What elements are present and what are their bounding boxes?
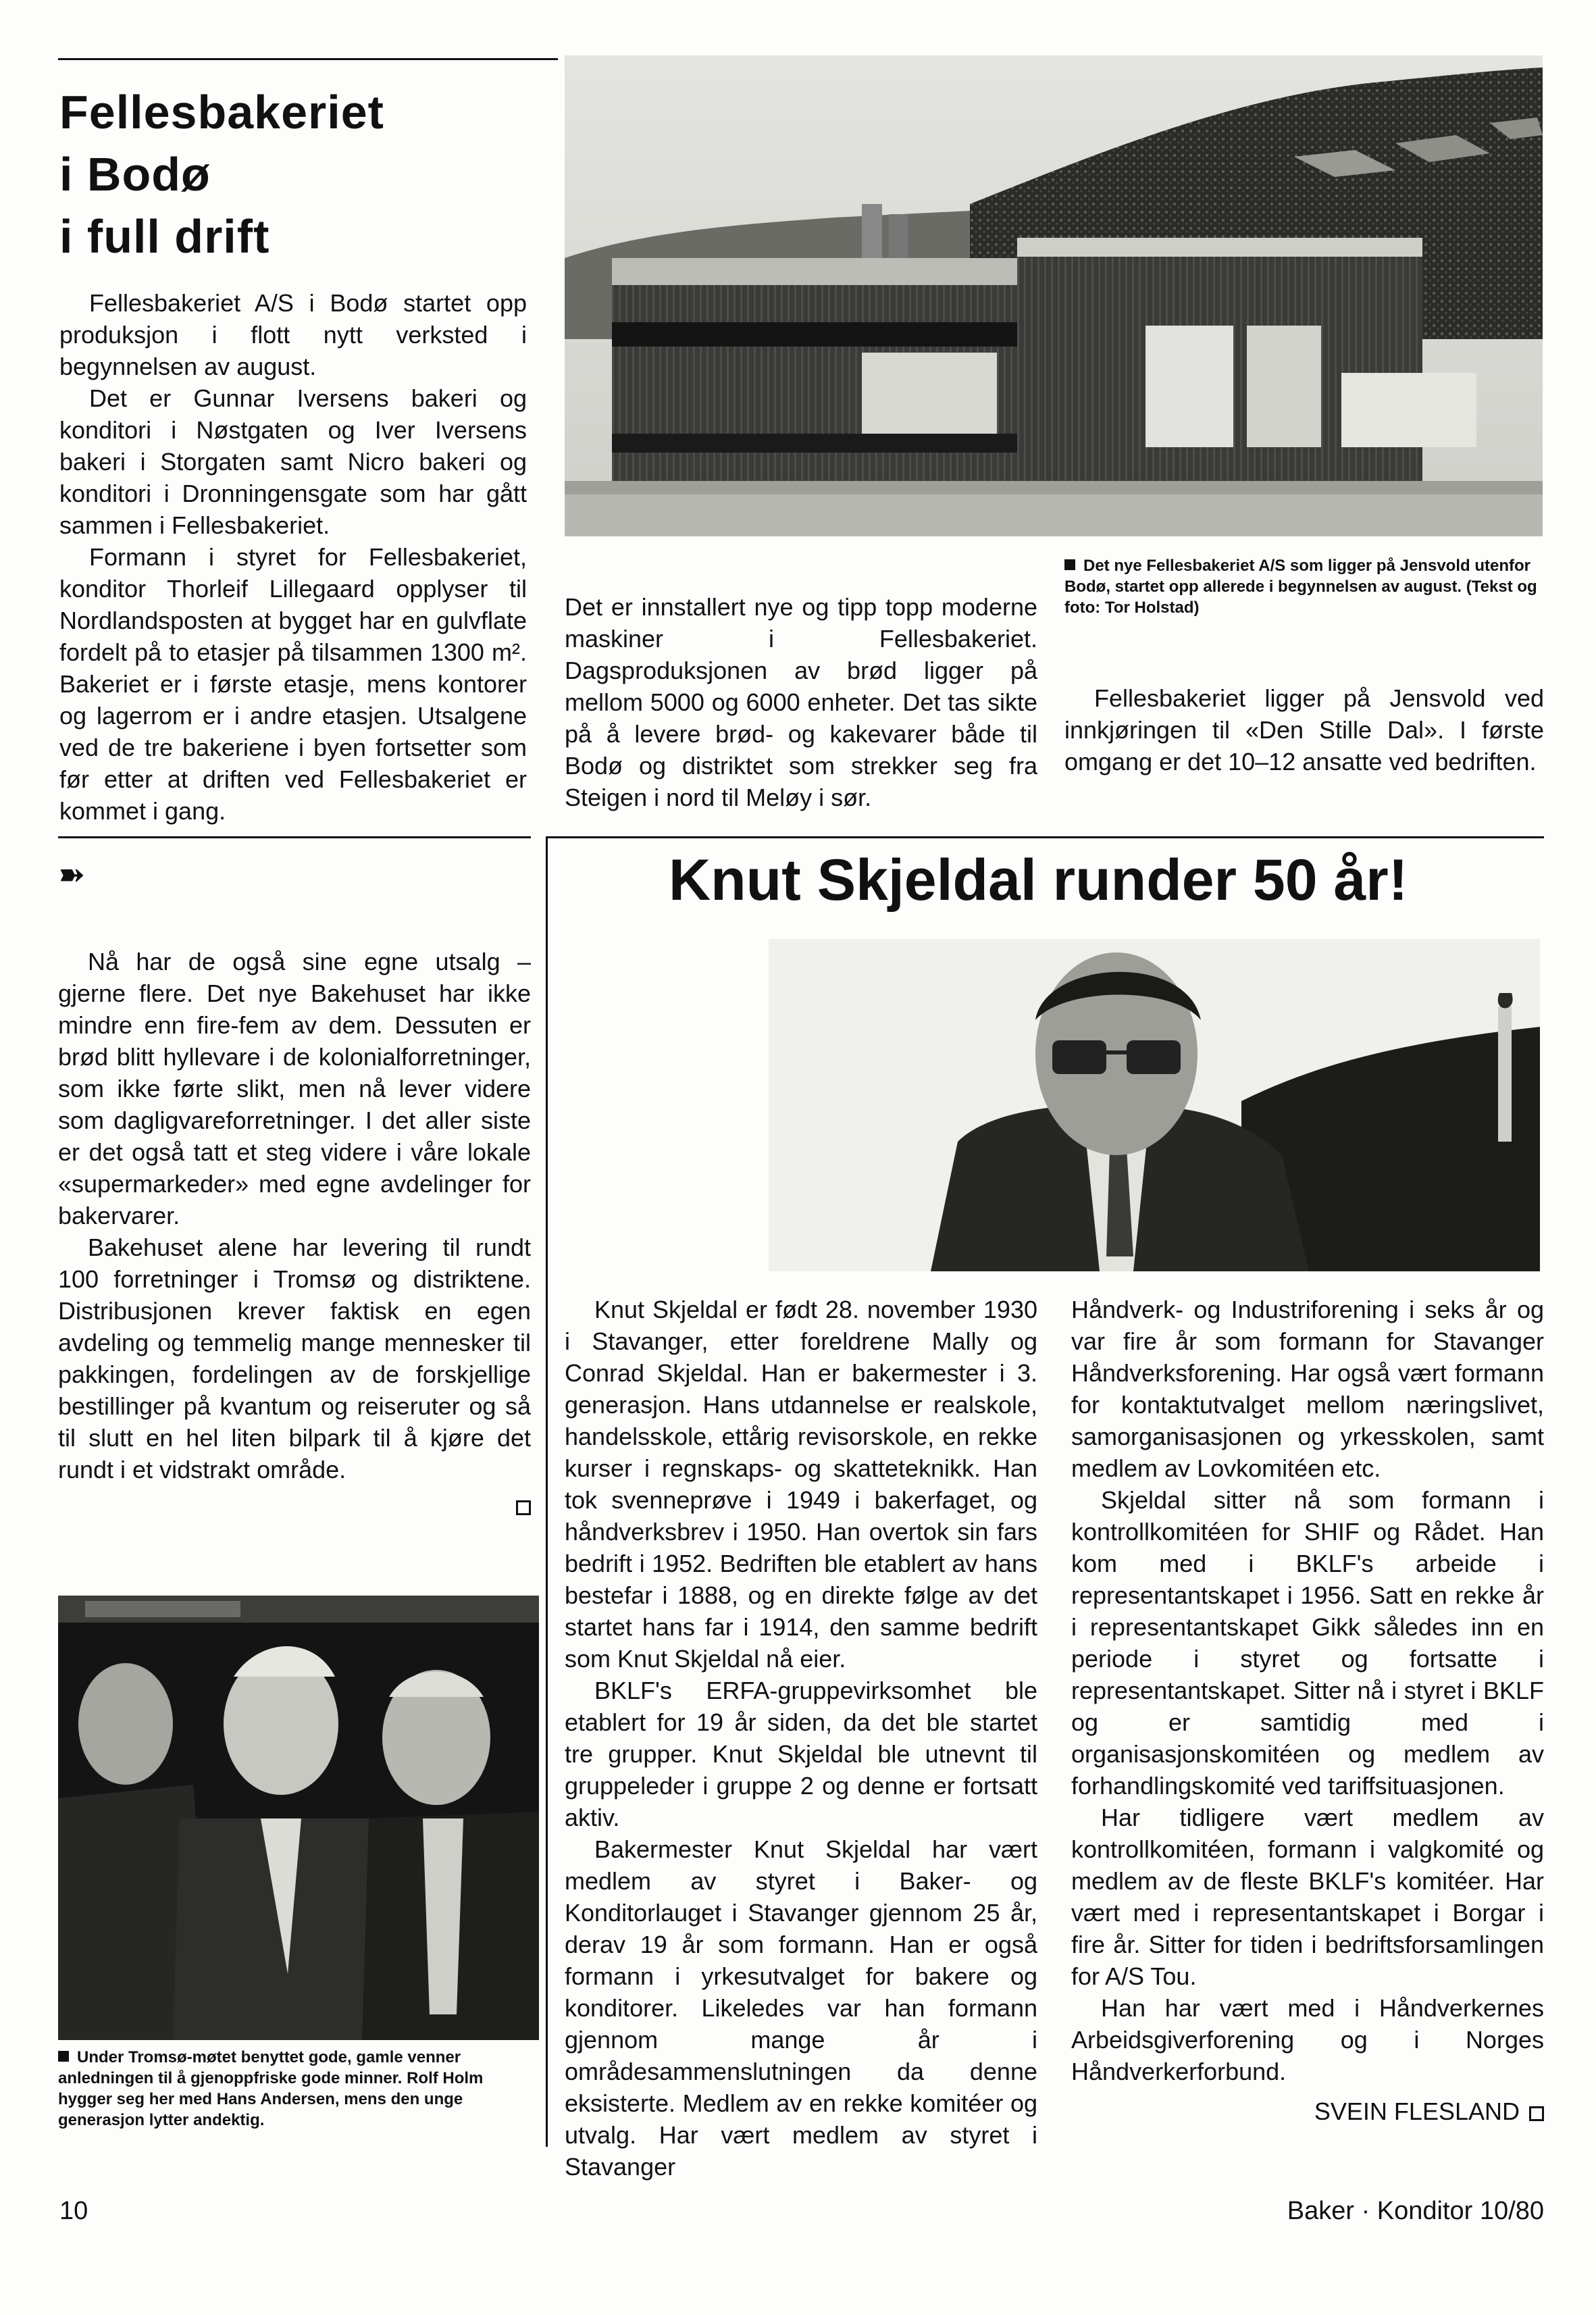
top-rule-left [58,58,558,60]
continuation-arrow-icon: ➽ [58,857,86,893]
paragraph: Han har vært med i Håndverkernes Arbeidsgiverforening og i Norges Håndverkerforbund. [1071,1994,1544,2085]
paragraph: Det er Gunnar Iversens bakeri og konditori i Nøstgaten og Iver Iversens bakeri i Storgaten samt Nicro bakeri og konditori i Dronningensgate som har gått sammen i Fellesbakeriet. [59,384,527,539]
caption-text: Under Tromsø-møtet benyttet gode, gamle venner anledningen til å gjenoppfriske gode minner. Rolf Holm hygger seg her med Hans Andersen, mens den unge generasjon lytter andektig. [58,2048,484,2129]
column-divider [546,836,548,2147]
article2-headline: Knut Skjeldal runder 50 år! [669,848,1408,913]
article2-column-2 [1071,1294,1544,2127]
paragraph: Det er innstallert nye og tipp topp moderne maskiner i Fellesbakeriet. Dagsproduksjonen av brød ligger på mellom 5000 og 6000 enheter. Det tas sikte på å levere brød- og kakevarer både til Bodø og distriktet som strekker seg fra Steigen i nord til Meløy i sør. [565,593,1037,811]
tromso-meeting-photo [58,1596,539,2040]
divider-left [58,836,531,838]
paragraph: Bakermester Knut Skjeldal har vært medlem av styret i Baker- og Konditorlauget i Stavanger gjennom 25 år, derav 19 år som formann. Han er også formann i yrkesutvalget for bakere og konditorer. Likeledes var han formann gjennom mange år i områdesammenslutningen da denne eksisterte. Medlem av en rekke komitéer og utvalg. Har vært medlem av styret i Stavanger [565,1835,1037,2181]
article1-headline [59,81,532,268]
article1-column-2 [565,591,1037,813]
paragraph: Håndverk- og Industriforening i seks år og var fire år som formann for Stavanger Håndverksforening. Har også vært formann for kontaktutvalget mellom næringslivet, samorganisasjonen og yrkesskolen, samt medlem av Lovkomitéen etc. [1071,1296,1544,1482]
page-number: 10 [59,2197,88,2225]
article1-column-1 [59,287,527,827]
paragraph: Skjeldal sitter nå som formann i kontrollkomitéen for SHIF og Rådet. Han kom med i BKLF's arbeide i representantskapet i 1956. Satt en rekke år i representantskapet Gikk således inn en periode i styret og fortsatte i representantskapet. Sitter nå i styret i BKLF og er samtidig med i organisasjonskomitéen og medlem av forhandlingskomité ved tariffsituasjonen. [1071,1486,1544,1800]
knut-skjeldal-portrait [769,939,1540,1271]
end-box-icon [1529,2106,1544,2121]
divider-right [547,836,1544,838]
paragraph: Formann i styret for Fellesbakeriet, konditor Thorleif Lillegaard opplyser til Nordlandsposten at bygget har en gulvflate fordelt på to etasjer på tilsammen 1300 m². Bakeriet er i første etasje, mens kontorer og lagerrom er i andre etasjen. Utsalgene ved de tre bakeriene i byen fortsetter som før etter at driften ved Fellesbakeriet er kommet i gang. [59,543,527,825]
caption-bullet [1064,559,1075,570]
tromso-photo-caption [58,2047,539,2131]
paragraph: Nå har de også sine egne utsalg – gjerne flere. Det nye Bakehuset har ikke mindre enn fire-fem av dem. Dessuten er brød blitt hyllevare i de kolonialforretninger, som ikke førte slikt, men nå lever videre som dagligvareforretninger. I det aller siste er det også tatt et steg videre i våre lokale «supermarkeder» med egne avdelinger for bakervarer. [58,948,531,1229]
paragraph: Knut Skjeldal er født 28. november 1930 i Stavanger, etter foreldrene Mally og Conrad Skjeldal. Han er bakermester i 3. generasjon. Hans utdannelse er realskole, handelsskole, ettårig revisorskole, en rekke kurser i regnskaps- og skatteteknikk. Han tok svenneprøve i 1949 i bakerfaget, og håndverksbrev i 1950. Han overtok sin fars bedrift i 1952. Bedriften ble etablert av hans bestefar i 1888, og en direkte følge av det startet hans far i 1914, den samme bedrift som Knut Skjeldal nå eier. [565,1296,1037,1673]
caption-text: Det nye Fellesbakeriet A/S som ligger på Jensvold utenfor Bodø, startet opp allerede i begynnelsen av august. (Tekst og foto: Tor Holstad) [1064,557,1537,617]
paragraph: Bakehuset alene har levering til rundt 100 forretninger i Tromsø og distriktene. Distribusjonen krever faktisk en egen avdeling og temmelig mange mennesker til pakkingen, fordelingen av de forskjellige bestillinger på kvantum og reiseruter og så til slutt en hel liten bilpark til å kjøre det rundt i et vidstrakt område. [58,1233,531,1483]
headline-line: i Bodø [59,148,211,201]
continuation-text [58,946,531,1521]
paragraph: BKLF's ERFA-gruppevirksomhet ble etablert for 19 år siden, da det ble startet tre grupper. Knut Skjeldal ble utnevnt til gruppeleder i gruppe 2 og denne er fortsatt aktiv. [565,1677,1037,1831]
publication-name: Baker · Konditor 10/80 [1287,2197,1544,2225]
paragraph: Har tidligere vært medlem av kontrollkomitéen, formann i valgkomité og medlem av de fleste BKLF's komitéer. Har vært med i representantskapet i Borgar i fire år. Sitter for tiden i bedriftsforsamlingen for A/S Tou. [1071,1804,1544,1990]
bakery-building-photo [565,55,1543,536]
byline [1071,2095,1544,2127]
headline-line: i full drift [59,210,270,263]
article2-column-1 [565,1294,1037,2183]
headline-line: Fellesbakeriet [59,86,384,138]
end-box-icon [516,1500,531,1515]
paragraph: Fellesbakeriet ligger på Jensvold ved innkjøringen til «Den Stille Dal». I første omgang er det 10–12 ansatte ved bedriften. [1064,684,1544,775]
paragraph: Fellesbakeriet A/S i Bodø startet opp produksjon i flott nytt verksted i begynnelsen av august. [59,289,527,380]
byline-text: SVEIN FLESLAND [1314,2097,1520,2125]
end-mark [58,1490,531,1521]
building-photo-caption [1064,555,1544,618]
article1-column-3 [1064,682,1544,778]
caption-bullet [58,2051,69,2062]
